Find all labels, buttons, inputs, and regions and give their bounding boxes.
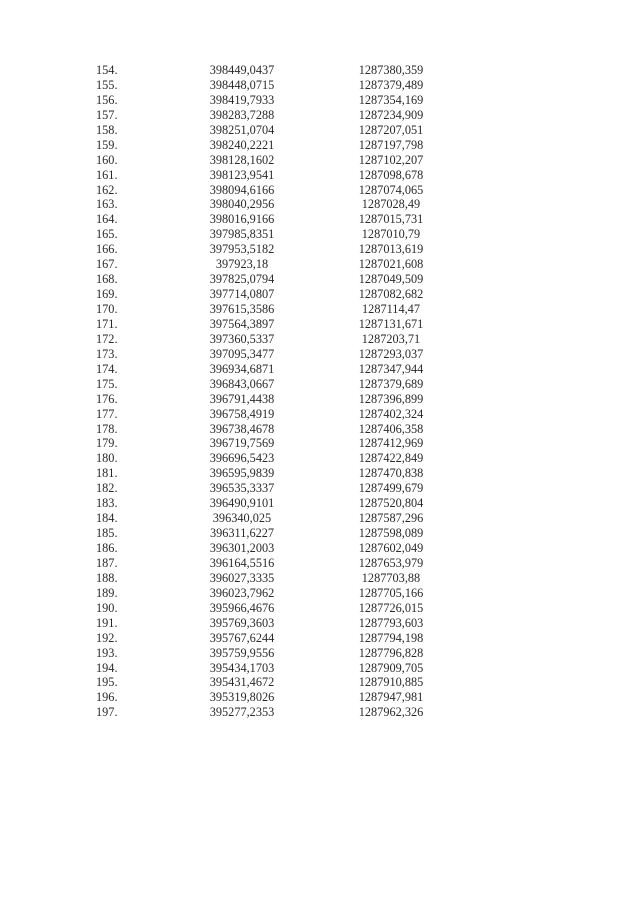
table-row <box>0 661 640 676</box>
x-coordinate: 396738,4678 <box>209 421 275 436</box>
x-coordinate: 396696,5423 <box>209 451 275 466</box>
y-coordinate: 1287422,849 <box>358 451 424 466</box>
x-coordinate: 398123,9541 <box>209 167 275 182</box>
table-row <box>0 212 640 227</box>
x-coordinate: 396023,7962 <box>209 585 275 600</box>
point-number: 180. <box>96 451 118 466</box>
point-number: 185. <box>96 526 118 541</box>
x-coordinate: 397714,0807 <box>209 287 275 302</box>
point-number: 194. <box>96 660 118 675</box>
x-coordinate: 398283,7288 <box>209 107 275 122</box>
y-coordinate: 1287520,804 <box>358 496 424 511</box>
point-number: 164. <box>96 212 118 227</box>
point-number: 168. <box>96 272 118 287</box>
y-coordinate: 1287234,909 <box>358 107 424 122</box>
table-row <box>0 317 640 332</box>
table-row <box>0 257 640 272</box>
y-coordinate: 1287794,198 <box>358 630 424 645</box>
y-coordinate: 1287598,089 <box>358 526 424 541</box>
table-row <box>0 377 640 392</box>
y-coordinate: 1287910,885 <box>358 675 424 690</box>
point-number: 167. <box>96 257 118 272</box>
y-coordinate: 1287293,037 <box>358 346 424 361</box>
x-coordinate: 395759,9556 <box>209 645 275 660</box>
table-row <box>0 556 640 571</box>
y-coordinate: 1287197,798 <box>358 137 424 152</box>
table-row <box>0 541 640 556</box>
x-coordinate: 397360,5337 <box>209 331 275 346</box>
y-coordinate: 1287347,944 <box>358 361 424 376</box>
y-coordinate: 1287653,979 <box>358 555 424 570</box>
table-row <box>0 466 640 481</box>
y-coordinate: 1287796,828 <box>358 645 424 660</box>
point-number: 195. <box>96 675 118 690</box>
point-number: 178. <box>96 421 118 436</box>
x-coordinate: 395767,6244 <box>209 630 275 645</box>
table-row <box>0 407 640 422</box>
point-number: 183. <box>96 496 118 511</box>
table-row <box>0 197 640 212</box>
table-row <box>0 496 640 511</box>
point-number: 190. <box>96 600 118 615</box>
table-row <box>0 631 640 646</box>
x-coordinate: 397615,3586 <box>209 302 275 316</box>
point-number: 192. <box>96 630 118 645</box>
y-coordinate: 1287015,731 <box>358 212 424 227</box>
x-coordinate: 397953,5182 <box>209 242 275 257</box>
table-row <box>0 690 640 705</box>
point-number: 181. <box>96 466 118 481</box>
y-coordinate: 1287402,324 <box>358 406 424 421</box>
y-coordinate: 1287207,051 <box>358 122 424 137</box>
x-coordinate: 398016,9166 <box>209 212 275 227</box>
table-row <box>0 287 640 302</box>
point-number: 161. <box>96 167 118 182</box>
table-row <box>0 481 640 496</box>
table-row <box>0 138 640 153</box>
point-number: 166. <box>96 242 118 257</box>
x-coordinate: 395277,2353 <box>209 705 275 720</box>
point-number: 160. <box>96 152 118 167</box>
x-coordinate: 396934,6871 <box>209 361 275 376</box>
point-number: 182. <box>96 481 118 496</box>
point-number: 197. <box>96 705 118 720</box>
point-number: 173. <box>96 346 118 361</box>
x-coordinate: 397923,18 <box>215 257 269 272</box>
table-row <box>0 153 640 168</box>
x-coordinate: 398251,0704 <box>209 122 275 137</box>
point-number: 172. <box>96 331 118 346</box>
x-coordinate: 396535,3337 <box>209 481 275 496</box>
table-row <box>0 123 640 138</box>
x-coordinate: 395966,4676 <box>209 600 275 615</box>
table-row <box>0 526 640 541</box>
y-coordinate: 1287947,981 <box>358 690 424 705</box>
point-number: 159. <box>96 137 118 152</box>
table-row <box>0 705 640 720</box>
x-coordinate: 396758,4919 <box>209 406 275 421</box>
x-coordinate: 396843,0667 <box>209 376 275 391</box>
y-coordinate: 1287203,71 <box>361 331 421 346</box>
point-number: 154. <box>96 63 118 77</box>
table-row <box>0 392 640 407</box>
point-number: 155. <box>96 77 118 92</box>
x-coordinate: 398128,1602 <box>209 152 275 167</box>
x-coordinate: 395431,4672 <box>209 675 275 690</box>
x-coordinate: 395319,8026 <box>209 690 275 705</box>
point-number: 156. <box>96 92 118 107</box>
point-number: 179. <box>96 436 118 451</box>
y-coordinate: 1287726,015 <box>358 600 424 615</box>
table-row <box>0 616 640 631</box>
y-coordinate: 1287703,88 <box>361 570 421 585</box>
x-coordinate: 396311,6227 <box>209 526 275 541</box>
x-coordinate: 398040,2956 <box>209 197 275 212</box>
point-number: 177. <box>96 406 118 421</box>
y-coordinate: 1287793,603 <box>358 615 424 630</box>
x-coordinate: 398449,0437 <box>209 63 275 77</box>
point-number: 186. <box>96 541 118 555</box>
table-row <box>0 183 640 198</box>
y-coordinate: 1287470,838 <box>358 466 424 481</box>
point-number: 191. <box>96 615 118 630</box>
x-coordinate: 396340,025 <box>212 511 272 526</box>
table-row <box>0 168 640 183</box>
x-coordinate: 396027,3335 <box>209 570 275 585</box>
point-number: 193. <box>96 645 118 660</box>
table-row <box>0 511 640 526</box>
table-row <box>0 272 640 287</box>
point-number: 170. <box>96 302 118 316</box>
point-number: 189. <box>96 585 118 600</box>
table-row <box>0 586 640 601</box>
point-number: 184. <box>96 511 118 526</box>
table-row <box>0 646 640 661</box>
table-row <box>0 675 640 690</box>
x-coordinate: 395434,1703 <box>209 660 275 675</box>
x-coordinate: 396719,7569 <box>209 436 275 451</box>
y-coordinate: 1287074,065 <box>358 182 424 197</box>
point-number: 188. <box>96 570 118 585</box>
x-coordinate: 397564,3897 <box>209 316 275 331</box>
x-coordinate: 396301,2003 <box>209 541 275 555</box>
x-coordinate: 396490,9101 <box>209 496 275 511</box>
y-coordinate: 1287406,358 <box>358 421 424 436</box>
y-coordinate: 1287379,689 <box>358 376 424 391</box>
point-number: 171. <box>96 316 118 331</box>
table-row <box>0 601 640 616</box>
point-number: 175. <box>96 376 118 391</box>
table-row <box>0 242 640 257</box>
x-coordinate: 397985,8351 <box>209 227 275 242</box>
y-coordinate: 1287013,619 <box>358 242 424 257</box>
table-row <box>0 108 640 123</box>
y-coordinate: 1287380,359 <box>358 63 424 77</box>
y-coordinate: 1287499,679 <box>358 481 424 496</box>
x-coordinate: 398448,0715 <box>209 77 275 92</box>
table-row <box>0 571 640 586</box>
point-number: 176. <box>96 391 118 406</box>
point-number: 169. <box>96 287 118 302</box>
table-row <box>0 436 640 451</box>
x-coordinate: 397825,0794 <box>209 272 275 287</box>
x-coordinate: 398094,6166 <box>209 182 275 197</box>
table-row <box>0 227 640 242</box>
point-number: 162. <box>96 182 118 197</box>
x-coordinate: 398419,7933 <box>209 92 275 107</box>
y-coordinate: 1287131,671 <box>358 316 424 331</box>
x-coordinate: 396595,9839 <box>209 466 275 481</box>
table-row <box>0 332 640 347</box>
table-row <box>0 422 640 437</box>
y-coordinate: 1287587,296 <box>358 511 424 526</box>
y-coordinate: 1287379,489 <box>358 77 424 92</box>
y-coordinate: 1287396,899 <box>358 391 424 406</box>
y-coordinate: 1287082,682 <box>358 287 424 302</box>
point-number: 187. <box>96 555 118 570</box>
y-coordinate: 1287705,166 <box>358 585 424 600</box>
point-number: 157. <box>96 107 118 122</box>
table-row <box>0 63 640 78</box>
point-number: 196. <box>96 690 118 705</box>
y-coordinate: 1287114,47 <box>362 302 420 316</box>
y-coordinate: 1287049,509 <box>358 272 424 287</box>
table-row <box>0 302 640 317</box>
y-coordinate: 1287962,326 <box>358 705 424 720</box>
table-row <box>0 362 640 377</box>
point-number: 163. <box>96 197 118 212</box>
table-row <box>0 93 640 108</box>
y-coordinate: 1287412,969 <box>358 436 424 451</box>
point-number: 165. <box>96 227 118 242</box>
y-coordinate: 1287909,705 <box>358 660 424 675</box>
y-coordinate: 1287602,049 <box>358 541 424 555</box>
coordinate-table <box>0 63 640 720</box>
y-coordinate: 1287010,79 <box>361 227 421 242</box>
y-coordinate: 1287021,608 <box>358 257 424 272</box>
x-coordinate: 396164,5516 <box>209 555 275 570</box>
y-coordinate: 1287354,169 <box>358 92 424 107</box>
table-row <box>0 78 640 93</box>
x-coordinate: 395769,3603 <box>209 615 275 630</box>
x-coordinate: 396791,4438 <box>209 391 275 406</box>
table-row <box>0 451 640 466</box>
x-coordinate: 398240,2221 <box>209 137 275 152</box>
table-row <box>0 347 640 362</box>
y-coordinate: 1287028,49 <box>361 197 421 212</box>
point-number: 158. <box>96 122 118 137</box>
x-coordinate: 397095,3477 <box>209 346 275 361</box>
point-number: 174. <box>96 361 118 376</box>
y-coordinate: 1287098,678 <box>358 167 424 182</box>
y-coordinate: 1287102,207 <box>358 152 424 167</box>
